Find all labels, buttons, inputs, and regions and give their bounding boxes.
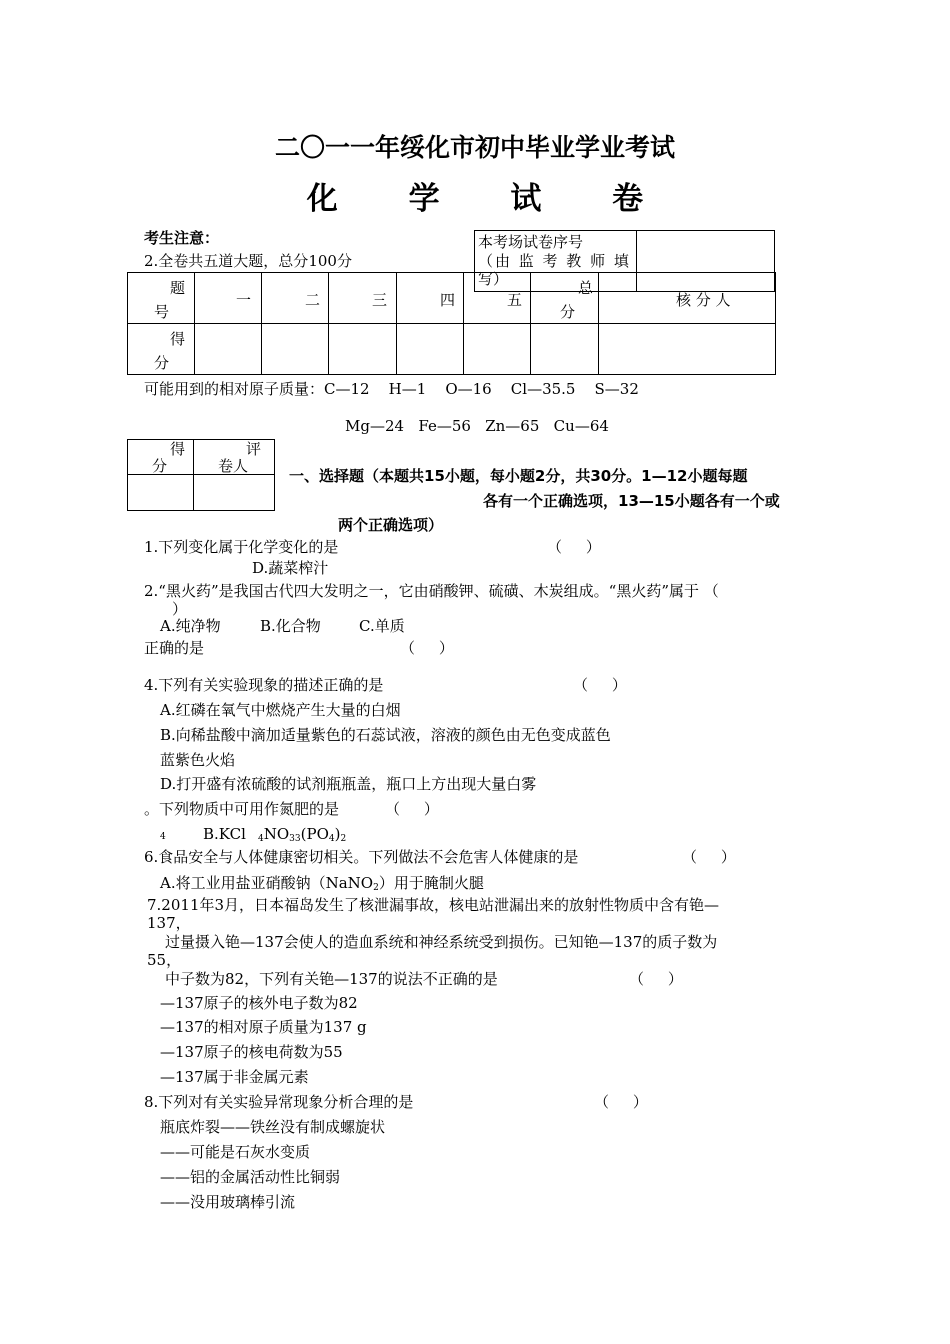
question-5: 。下列物质中可用作氮肥的是 (144, 800, 340, 818)
col-header-5: 五 (507, 291, 523, 309)
question-6: 6.食品安全与人体健康密切相关。下列做法不会危害人体健康的是 (144, 848, 579, 866)
question-7-line-2: 过量摄入铯—137会使人的造血系统和神经系统受到损伤。已知铯—137的质子数为 (165, 933, 718, 951)
q7-option-c: —137原子的核电荷数为55 (160, 1043, 343, 1061)
atomic-mass-line-2: Mg—24 Fe—56 Zn—65 Cu—64 (345, 417, 609, 435)
score-table-vline (261, 272, 262, 375)
score-table-hline (127, 323, 776, 324)
answer-paren-7: （ ） (629, 970, 683, 988)
row-header-bottom: 号 (154, 303, 170, 321)
q4-option-d: D.打开盛有浓硫酸的试剂瓶瓶盖，瓶口上方出现大量白雾 (160, 775, 537, 793)
answer-paren-3: （ ） (400, 639, 454, 657)
question-4: 4.下列有关实验现象的描述正确的是 (144, 676, 384, 694)
exam-subtitle: 化 学 试 卷 (306, 181, 674, 217)
score-row-top: 得 (170, 330, 186, 348)
score-table-vline (194, 272, 195, 375)
answer-paren-1: （ ） (547, 538, 601, 556)
section-score-label-top: 得 (170, 440, 186, 458)
question-7-line-1: 7.2011年3月，日本福岛发生了核泄漏事故，核电站泄漏出来的放射性物质中含有铯— (147, 896, 720, 914)
q7-option-d: —137属于非金属元素 (160, 1068, 309, 1086)
score-table-vline (463, 272, 464, 375)
q5-option-formula: $_4NO_{33}(PO_4)_2$ (258, 825, 347, 844)
section-score-hline (127, 474, 275, 475)
score-table-vline (396, 272, 397, 375)
question-7-line-3: 中子数为82，下列有关铯—137的说法不正确的是 (165, 970, 498, 988)
question-2: 2.“黑火药”是我国古代四大发明之一，它由硝酸钾、硫磺、木炭组成。“黑火药”属于 （ (144, 582, 719, 600)
seat-number-label: 本考场试卷序号 (478, 233, 584, 251)
seat-number-note: （由 监 考 教 师 填 (478, 252, 631, 270)
question-1: 1.下列变化属于化学变化的是 (144, 538, 339, 556)
score-table-vline (530, 272, 531, 375)
answer-paren-4: （ ） (573, 676, 627, 694)
q4-option-a: A.红磷在氧气中燃烧产生大量的白烟 (160, 701, 401, 719)
grader-label-top: 评 (246, 440, 262, 458)
q5-option-b: B.KCl (203, 825, 246, 843)
row-header-top: 题 (170, 279, 186, 297)
col-header-3: 三 (372, 291, 388, 309)
q5-sub-4: 4 (160, 832, 166, 842)
exam-title: 二〇一一年绥化市初中毕业学业考试 (274, 133, 675, 162)
q1-option-d: D.蔬菜榨汁 (252, 559, 329, 577)
q6-option-a: A.将工业用盐亚硝酸钠（NaNO$_2$）用于腌制火腿 (160, 874, 484, 893)
col-header-2: 二 (305, 291, 321, 309)
q4-option-c: 蓝紫色火焰 (160, 751, 236, 769)
seat-number-note-end: 写） (478, 270, 509, 288)
total-header-bottom: 分 (560, 303, 576, 321)
q7-option-b: —137的相对原子质量为137 g (160, 1018, 367, 1036)
checker-header: 核 分 人 (676, 291, 731, 309)
question-7-line-2b: 55， (147, 951, 182, 969)
section-heading-2: 各有一个正确选项，13—15小题各有一个或 (483, 492, 780, 510)
question-7-line-1b: 137， (147, 914, 191, 932)
question-3-fragment: 正确的是 (144, 639, 205, 657)
score-row-bottom: 分 (154, 354, 170, 372)
q8-option-d: ——没用玻璃棒引流 (160, 1193, 296, 1211)
col-header-1: 一 (236, 291, 252, 309)
q7-option-a: —137原子的核外电子数为82 (160, 994, 358, 1012)
answer-paren-5: （ ） (385, 800, 439, 818)
q8-option-a: 瓶底炸裂——铁丝没有制成螺旋状 (160, 1118, 386, 1136)
grader-label-bottom: 卷人 (218, 457, 249, 475)
score-table-vline (598, 272, 599, 375)
q2-option-c: C.单质 (359, 617, 405, 635)
q2-close-paren: ） (172, 600, 188, 618)
question-8: 8.下列对有关实验异常现象分析合理的是 (144, 1093, 414, 1111)
q4-option-b: B.向稀盐酸中滴加适量紫色的石蕊试液，溶液的颜色由无色变成蓝色 (160, 726, 611, 744)
total-header-top: 总 (578, 279, 594, 297)
section-heading: 一、选择题（本题共15小题，每小题2分，共30分。1—12小题每题 (289, 467, 748, 485)
q8-option-b: ——可能是石灰水变质 (160, 1143, 311, 1161)
notice-heading: 考生注意： (144, 229, 220, 247)
section-score-label-bottom: 分 (152, 457, 168, 475)
answer-paren-6: （ ） (682, 848, 736, 866)
q8-option-c: ——铝的金属活动性比铜弱 (160, 1168, 341, 1186)
q2-option-b: B.化合物 (260, 617, 321, 635)
q2-option-a: A.纯净物 (160, 617, 221, 635)
score-table-vline (328, 272, 329, 375)
answer-paren-8: （ ） (594, 1093, 648, 1111)
notice-line: 2.全卷共五道大题，总分100分 (144, 252, 352, 270)
section-heading-3: 两个正确选项） (338, 516, 444, 534)
atomic-mass-line: 可能用到的相对原子质量：C—12 H—1 O—16 Cl—35.5 S—32 (144, 380, 639, 398)
col-header-4: 四 (440, 291, 456, 309)
section-score-vline (193, 439, 194, 511)
